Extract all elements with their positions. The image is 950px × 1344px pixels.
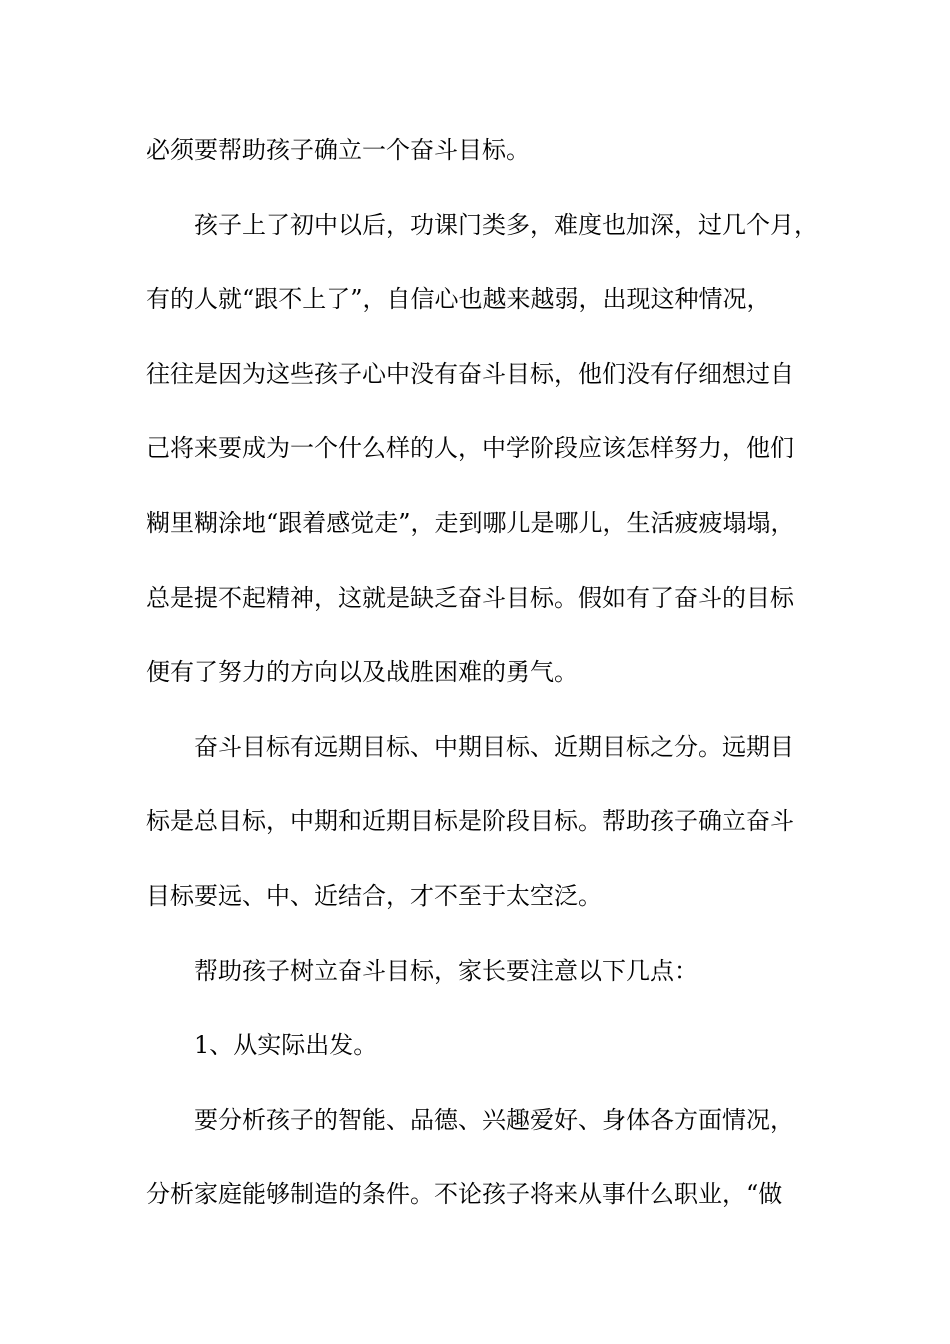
text-line: 往往是因为这些孩子心中没有奋斗目标，他们没有仔细想过自 [146,359,794,388]
text-line: 分析家庭能够制造的条件。不论孩子将来从事什么职业，“做 [146,1180,783,1209]
text-line: 必须要帮助孩子确立一个奋斗目标。 [146,136,530,164]
text-line: 有的人就“跟不上了”，自信心也越来越弱，出现这种情况， [146,285,771,314]
text-line: 糊里糊涂地“跟着感觉走”，走到哪儿是哪儿，生活疲疲塌塌， [146,508,795,537]
text-line: 帮助孩子树立奋斗目标，家长要注意以下几点： [194,956,698,985]
document-body [146,128,836,1247]
text-line: 总是提不起精神，这就是缺乏奋斗目标。假如有了奋斗的目标 [146,583,794,612]
text-line: 己将来要成为一个什么样的人，中学阶段应该怎样努力，他们 [146,434,794,463]
text-line: 要分析孩子的智能、品德、兴趣爱好、身体各方面情况， [194,1105,794,1134]
text-line: 目标要远、中、近结合，才不至于太空泛。 [146,881,602,910]
text-line: 孩子上了初中以后，功课门类多，难度也加深，过几个月， [194,210,818,239]
text-line: 奋斗目标有远期目标、中期目标、近期目标之分。远期目 [194,732,794,761]
text-line: 1、从实际出发。 [194,1031,378,1060]
text-line: 便有了努力的方向以及战胜困难的勇气。 [146,658,578,687]
text-line: 标是总目标，中期和近期目标是阶段目标。帮助孩子确立奋斗 [146,807,794,836]
